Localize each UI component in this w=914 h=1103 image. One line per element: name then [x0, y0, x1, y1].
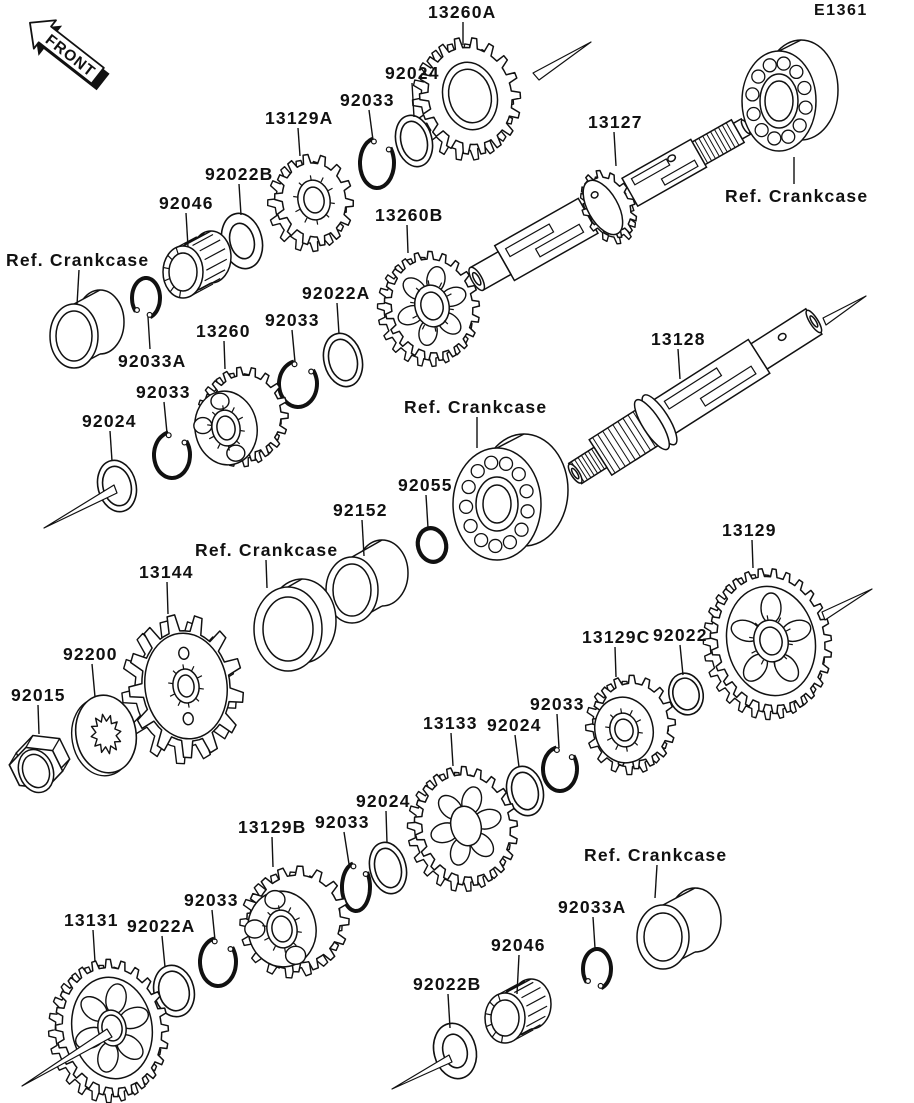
part-label-13133: 13133 — [423, 713, 478, 733]
bearing-crankcase-top-right — [742, 40, 838, 151]
washer-92022B-2 — [428, 1019, 482, 1083]
part-label-92022: 92022 — [653, 625, 708, 645]
circlip-92033A-2 — [583, 949, 611, 988]
leader-line — [92, 664, 95, 697]
leader-line — [655, 865, 657, 898]
needle-bearing-92046-2 — [485, 979, 551, 1043]
part-label-13129a: 13129A — [265, 108, 334, 128]
part-label-ref-crankcase: Ref. Crankcase — [195, 540, 339, 560]
leader-line — [162, 936, 165, 967]
direction-arrow-3 — [822, 589, 872, 620]
leader-line — [164, 402, 167, 433]
leader-line — [369, 110, 373, 140]
part-label-92200: 92200 — [63, 644, 118, 664]
diagram-code: E1361 — [814, 2, 868, 19]
leader-line — [167, 582, 168, 614]
part-label-92024: 92024 — [82, 411, 137, 431]
part-label-92033: 92033 — [530, 694, 585, 714]
gear-13133 — [407, 767, 517, 892]
part-label-92033: 92033 — [315, 812, 370, 832]
gear-13129B — [240, 866, 349, 978]
leader-line — [344, 832, 349, 864]
leader-line — [272, 837, 273, 867]
leader-line — [212, 910, 215, 940]
leader-line — [614, 132, 616, 166]
direction-arrow-4 — [44, 485, 117, 528]
leader-line — [615, 647, 616, 677]
part-label-92152: 92152 — [333, 500, 388, 520]
leader-line — [515, 735, 519, 767]
output-shaft-13128 — [556, 295, 833, 500]
circlip-92033-6 — [200, 939, 236, 987]
direction-arrow-2 — [823, 296, 866, 325]
part-label-13128: 13128 — [651, 329, 706, 349]
bearing-crankcase-mid — [453, 434, 568, 560]
bushing-crankcase-bottom — [637, 888, 721, 969]
part-label-92033a: 92033A — [558, 897, 627, 917]
circlip-92033-3 — [154, 433, 190, 479]
part-label-92022a: 92022A — [302, 283, 371, 303]
leader-line — [593, 917, 595, 948]
leader-line — [752, 540, 753, 568]
part-label-92033a: 92033A — [118, 351, 187, 371]
leader-line — [386, 811, 387, 843]
part-label-ref-crankcase: Ref. Crankcase — [584, 845, 728, 865]
part-label-92046: 92046 — [159, 193, 214, 213]
part-label-13260: 13260 — [196, 321, 251, 341]
leader-line — [680, 645, 683, 675]
gear-13129 — [703, 569, 831, 720]
collar-92152 — [326, 540, 408, 623]
bushing-crankcase-top-left — [50, 290, 124, 368]
washer-92022A-1 — [318, 329, 368, 391]
part-label-92022a: 92022A — [127, 916, 196, 936]
leader-line — [77, 270, 79, 305]
part-label-92033: 92033 — [265, 310, 320, 330]
leader-line — [224, 341, 225, 369]
leader-line — [448, 994, 450, 1028]
oring-92055 — [414, 525, 450, 565]
part-label-ref-crankcase: Ref. Crankcase — [6, 250, 150, 270]
part-label-92055: 92055 — [398, 475, 453, 495]
leader-line — [239, 184, 241, 215]
part-label-13260a: 13260A — [428, 2, 497, 22]
part-label-13129: 13129 — [722, 520, 777, 540]
circlip-92033-4 — [543, 748, 577, 792]
part-label-13260b: 13260B — [375, 205, 444, 225]
gear-13260 — [189, 367, 288, 470]
part-label-92024: 92024 — [385, 63, 440, 83]
part-label-92024: 92024 — [356, 791, 411, 811]
part-label-13127: 13127 — [588, 112, 643, 132]
circlip-92033A-1 — [132, 278, 160, 317]
leader-line — [93, 930, 95, 962]
leader-line — [148, 317, 150, 349]
part-label-ref-crankcase: Ref. Crankcase — [404, 397, 548, 417]
leader-line — [38, 705, 39, 734]
part-label-92022b: 92022B — [413, 974, 482, 994]
leader-line — [110, 431, 112, 461]
part-label-92033: 92033 — [340, 90, 395, 110]
part-label-92022b: 92022B — [205, 164, 274, 184]
gear-13129C — [586, 675, 676, 774]
seal-crankcase-mid-left — [254, 579, 336, 671]
parts-layer — [9, 38, 838, 1103]
gear-13129A — [268, 155, 354, 252]
part-label-92033: 92033 — [136, 382, 191, 402]
leader-line — [557, 714, 559, 748]
part-label-13129b: 13129B — [238, 817, 307, 837]
part-label-92015: 92015 — [11, 685, 66, 705]
washer-92022 — [664, 670, 707, 719]
leader-line — [407, 225, 408, 253]
sprocket-13144 — [122, 615, 243, 764]
circlip-92033-1 — [360, 139, 394, 189]
part-label-13144: 13144 — [139, 562, 194, 582]
part-label-13131: 13131 — [64, 910, 119, 930]
gear-13260B — [378, 251, 480, 366]
shim-92024-2 — [92, 456, 141, 516]
toothed-washer-92200 — [66, 690, 143, 780]
nut-92015 — [9, 735, 69, 797]
part-label-ref-crankcase: Ref. Crankcase — [725, 186, 869, 206]
part-label-92046: 92046 — [491, 935, 546, 955]
leader-line — [412, 83, 414, 117]
front-direction-arrow — [19, 9, 114, 96]
direction-arrow-1 — [533, 42, 591, 80]
part-label-92033: 92033 — [184, 890, 239, 910]
leader-line — [266, 560, 267, 588]
leader-line — [451, 733, 453, 766]
needle-bearing-92046-1 — [163, 231, 231, 298]
leader-line — [337, 303, 339, 334]
front-arrow-label: FRONT — [41, 31, 99, 81]
leader-line — [292, 330, 295, 362]
part-label-13129c: 13129C — [582, 627, 651, 647]
part-label-92024: 92024 — [487, 715, 542, 735]
leader-line — [678, 349, 680, 379]
leader-line — [426, 495, 428, 528]
leader-line — [298, 128, 300, 156]
